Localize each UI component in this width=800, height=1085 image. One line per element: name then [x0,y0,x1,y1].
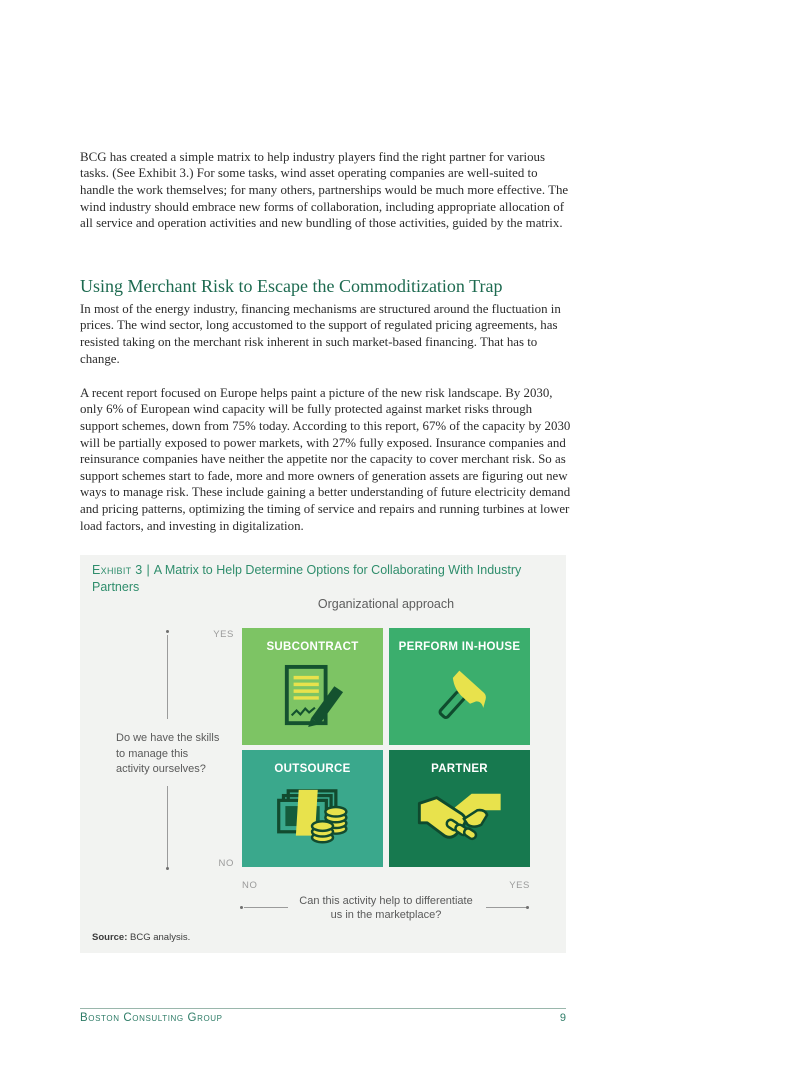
footer-brand: Boston Consulting Group [80,1012,223,1024]
exhibit-panel [80,555,566,953]
hammer-icon [423,664,497,733]
quadrant-label: OUTSOURCE [274,763,351,775]
x-axis-no-label: NO [242,880,258,891]
exhibit-title [92,562,562,596]
y-axis-question [116,731,246,778]
y-axis-question-line: to manage this [116,747,189,760]
y-axis-no-label: NO [218,858,234,869]
quadrant-partner [389,750,530,867]
paragraph-intro: BCG has created a simple matrix to help industry players find the right partner for various tasks. (See Exhibit 3.) For some tasks, wind asset operating companies are well-suited to handle the work themselves; for many others, partnerships would be much more effective. The wind industry should embrace new forms of collaboration, including appropriate allocation of all service and operation activities and new bundling of those activities, guided by the matrix. [80,149,569,231]
x-axis-question-line: Can this activity help to differentiate [299,895,473,907]
y-axis-yes-label: YES [213,629,234,640]
x-axis-left-dot [240,906,243,909]
handshake-icon [417,786,503,851]
exhibit-label: Exhibit 3 [92,563,143,577]
y-axis-line-lower [167,786,168,868]
exhibit-title-separator: | [146,563,150,577]
y-axis-question-line: activity ourselves? [116,763,206,775]
footer-divider [80,1008,566,1009]
x-axis-question-line: us in the marketplace? [330,908,442,921]
y-axis-bottom-dot [166,867,169,870]
quadrant-outsource [242,750,383,867]
page-number: 9 [559,1012,566,1024]
quadrant-label: PERFORM IN-HOUSE [398,641,521,653]
matrix-axis-title-top: Organizational approach [317,597,455,611]
y-axis-top-dot [166,630,169,633]
exhibit-title-text: A Matrix to Help Determine Options for Collaborating With Industry Partners [92,563,522,594]
paragraph-merchant-risk-1: In most of the energy industry, financing mechanisms are structured around the fluctuation in prices. The wind sector, long accustomed to the support of regulated pricing agreements, has resisted taking on the merchant risk inherent in such market-based financing. That has to change. [80,301,561,366]
quadrant-label: PARTNER [431,763,488,775]
x-axis-right-dot [526,906,529,909]
y-axis-question-line: Do we have the skills [116,732,220,744]
paragraph-merchant-risk-2: A recent report focused on Europe helps paint a picture of the new risk landscape. By 2030, only 6% of European wind capacity will be fully protected against market risks through support schemes, down from 75% today. According to this report, 67% of the capacity by 2030 will be partially exposed to power markets, with 27% fully exposed. Insurance companies and reinsurance companies have neither the appetite nor the capacity to cover merchant risk. So as support schemes start to fade, more and more owners of generation assets are figuring out new ways to manage risk. These include gaining a better understanding of future electricity demand and pricing patterns, optimizing the timing of service and repairs and running turbines at lower load factors, and investing in digitalization. [80,385,571,533]
quadrant-label: SUBCONTRACT [266,641,359,653]
x-axis-yes-label: YES [509,880,530,891]
x-axis-line-right [486,907,528,908]
quadrant-subcontract [242,628,383,745]
source-note [92,932,190,943]
section-heading: Using Merchant Risk to Escape the Commoditization Trap [80,275,503,296]
page-footer [80,1012,566,1024]
source-label: Source: [92,932,128,943]
money-icon [273,786,353,854]
x-axis-question [254,895,518,922]
y-axis-line-upper [167,635,168,719]
matrix-grid [242,628,530,867]
quadrant-perform-in-house [389,628,530,745]
source-text: BCG analysis. [130,932,191,943]
contract-icon [276,664,350,733]
